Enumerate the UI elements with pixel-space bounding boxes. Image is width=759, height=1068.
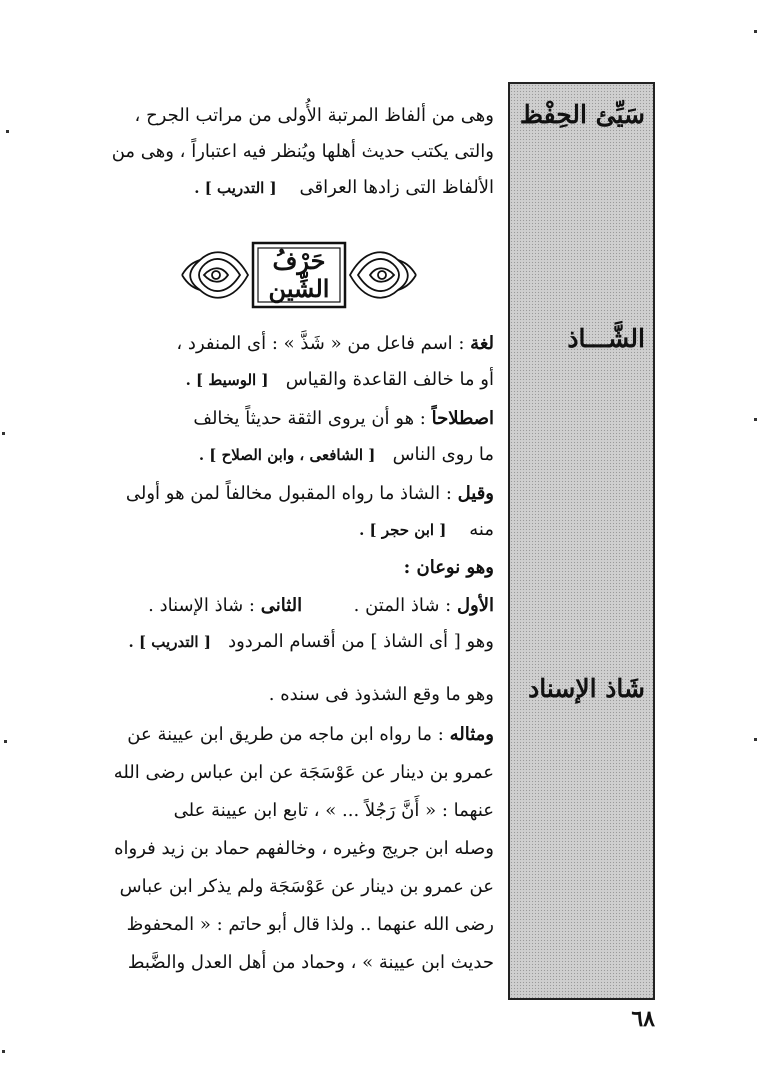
lugha-label: لغة <box>470 333 494 354</box>
scan-mark <box>754 418 757 421</box>
term-shadh-al-isnad: شَاذ الإسناد <box>528 674 645 703</box>
intro-line-3 <box>94 170 494 206</box>
types-list-line <box>94 588 494 624</box>
istilah-line <box>94 401 494 437</box>
mithal-line <box>94 717 494 753</box>
qila-line <box>94 476 494 512</box>
scan-mark <box>754 30 757 33</box>
scan-mark <box>754 738 757 741</box>
citation-wasit: [ الوسيط ] . <box>185 371 269 389</box>
citation-ibn-hajar: [ ابن حجر ] . <box>359 521 447 539</box>
second-type-text: : شاذ الإسناد . <box>148 595 255 616</box>
example-line-3: عنهما : « أَنَّ رَجُلاً ... » ، تابع ابن عيينة على <box>173 800 494 821</box>
intro-paragraph <box>94 98 494 208</box>
intro-line-1: وهى من ألفاظ المرتبة الأُولى من مراتب الجرح ، <box>134 105 494 126</box>
example-line-6: رضى الله عنهما .. ولذا قال أبو حاتم : « المحفوظ <box>126 914 494 935</box>
section-title-word-1: حَرْفُ <box>272 246 326 275</box>
first-type-text: : شاذ المتن . <box>353 595 452 616</box>
types-line <box>94 550 494 586</box>
scan-mark <box>6 130 9 133</box>
qila-text: : الشاذ ما رواه المقبول مخالفاً لمن هو أولى <box>125 483 452 504</box>
terms-sidebar <box>508 82 655 1000</box>
qism-text: وهو [ أى الشاذ ] من أقسام المردود <box>228 631 494 652</box>
istilah-label: اصطلاحاً <box>431 408 494 429</box>
qism-line <box>94 624 494 660</box>
second-type-label: الثانى <box>260 595 303 616</box>
body-text <box>94 326 494 986</box>
qila-line-2-text: منه <box>469 519 494 540</box>
first-type-label: الأول <box>456 595 494 616</box>
citation-shafii: [ الشافعى ، وابن الصلاح ] . <box>198 446 376 464</box>
istilah-line-2 <box>94 437 494 473</box>
scan-mark <box>4 740 7 743</box>
qila-line-2 <box>94 512 494 548</box>
citation-tadrib: [ التدريب ] . <box>194 179 277 197</box>
qila-label: وقيل <box>457 483 494 504</box>
citation-tadrib-2: [ التدريب ] . <box>128 633 211 651</box>
example-line-5: عن عمرو بن دينار عن عَوْسَجَة ولم يذكر ابن عباس <box>119 876 494 897</box>
scan-mark <box>2 1050 5 1053</box>
intro-line-2: والتى يكتب حديث أهلها ويُنظر فيه اعتباراً ، وهى من <box>111 141 494 162</box>
istilah-text: : هو أن يروى الثقة حديثاً يخالف <box>193 408 426 429</box>
lugha-line-2 <box>94 362 494 398</box>
mithal-label: ومثاله <box>449 724 494 745</box>
mithal-text: : ما رواه ابن ماجه من طريق ابن عيينة عن <box>127 724 444 745</box>
lugha-line-2-text: أو ما خالف القاعدة والقياس <box>285 369 494 390</box>
section-ornament <box>178 240 420 310</box>
term-sayyi-al-hifz: سَيِّئ الحِفْظ <box>519 100 645 129</box>
lugha-line <box>94 326 494 362</box>
section-title <box>253 243 345 307</box>
example-line-4: وصله ابن جريج وغيره ، وخالفهم حماد بن زيد فرواه <box>114 838 494 859</box>
section-title-word-2: الشِّين <box>268 274 330 303</box>
istilah-line-2-text: ما روى الناس <box>392 444 494 465</box>
isnad-definition-line: وهو ما وقع الشذوذ فى سنده . <box>268 684 494 705</box>
lugha-text: : اسم فاعل من « شَذَّ » : أى المنفرد ، <box>176 333 465 354</box>
term-shadh: الشَّـــاذ <box>567 324 645 353</box>
page-number: ٦٨ <box>631 1006 655 1032</box>
scan-mark <box>2 432 5 435</box>
example-line-2: عمرو بن دينار عن عَوْسَجَة عن ابن عباس رضى الله <box>113 762 494 783</box>
types-label: وهو نوعان : <box>403 557 494 578</box>
intro-line-3-text: الألفاظ التى زادها العراقى <box>299 177 494 198</box>
example-line-7: حديث ابن عيينة » ، وحماد من أهل العدل والضَّبط <box>127 952 494 973</box>
